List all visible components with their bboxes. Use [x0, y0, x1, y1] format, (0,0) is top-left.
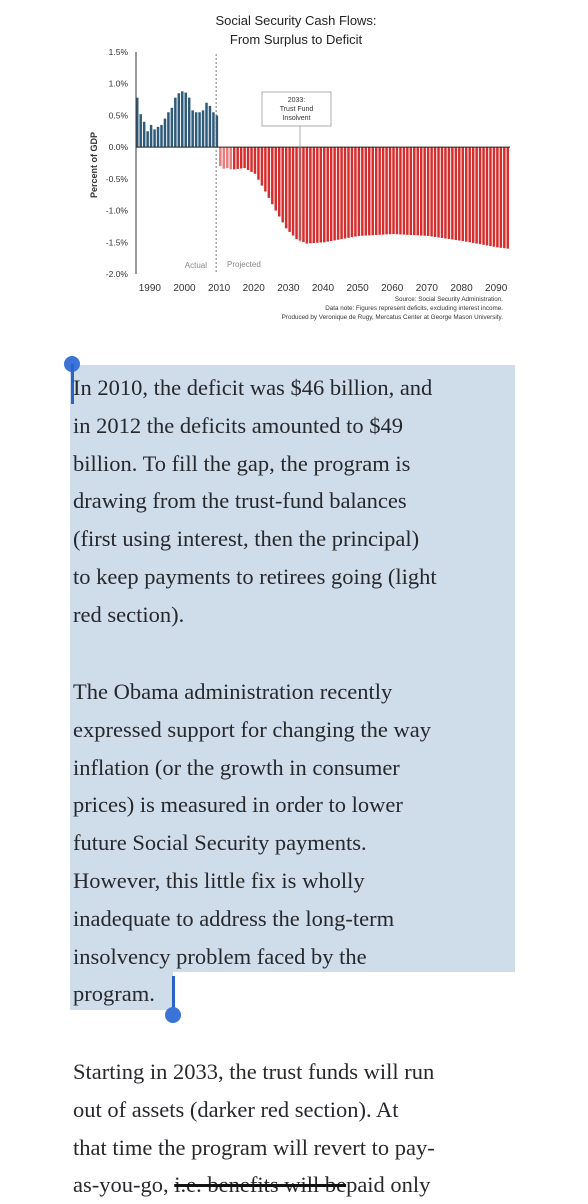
y-tick-label: 1.0%	[108, 78, 128, 89]
x-tick-label: 2050	[346, 283, 369, 294]
produced-by-note: Produced by Veronique de Rugy, Mercatus Center at George Mason University.	[281, 314, 503, 321]
data-bar	[226, 147, 228, 168]
actual-label: Actual	[184, 261, 207, 270]
data-bar	[219, 147, 221, 166]
data-bar	[153, 129, 155, 147]
data-bar	[171, 108, 173, 147]
data-bar	[368, 147, 370, 235]
annotation-line-3: Insolvent	[282, 115, 311, 122]
data-bar	[205, 103, 207, 147]
social-security-chart	[0, 0, 588, 340]
x-tick-label: 2090	[485, 283, 508, 294]
paragraph-obama-administration	[73, 673, 533, 1013]
data-bar	[354, 147, 356, 236]
data-bar	[261, 147, 263, 185]
data-bar	[243, 147, 245, 168]
data-bar	[326, 147, 328, 242]
y-tick-label: -2.0%	[105, 269, 128, 279]
data-bar	[330, 147, 332, 241]
data-bar	[441, 147, 443, 238]
data-bar	[458, 147, 460, 240]
data-bar	[468, 147, 470, 242]
plot-area	[106, 47, 510, 294]
data-bar	[437, 147, 439, 237]
data-bar	[254, 147, 256, 174]
paragraph-line: Starting in 2033, the trust funds will run	[73, 1059, 435, 1084]
paragraph-line: to keep payments to retirees going (light	[73, 563, 437, 589]
data-bar	[223, 147, 225, 169]
data-bar	[146, 131, 148, 147]
y-tick-label: 1.5%	[108, 47, 128, 57]
data-bar	[465, 147, 467, 242]
data-bar	[472, 147, 474, 243]
data-bar	[427, 147, 429, 236]
data-bar	[250, 147, 252, 172]
paragraph-line: future Social Security payments.	[73, 830, 367, 856]
data-bar	[406, 147, 408, 235]
paragraph-line: In 2010, the deficit was $46 billion, and	[73, 375, 433, 400]
data-bar	[486, 147, 488, 245]
data-bar	[337, 147, 339, 240]
paragraph-line: The Obama administration recently	[73, 679, 393, 704]
data-bar	[479, 147, 481, 244]
data-bar	[184, 93, 186, 148]
paragraph-line: inadequate to address the long-term	[73, 905, 395, 931]
x-tick-label: 2080	[450, 283, 473, 294]
data-bar	[417, 147, 419, 235]
data-bar	[202, 110, 204, 147]
data-bar	[281, 147, 283, 222]
paragraph-line: program.	[73, 981, 155, 1007]
data-bar	[306, 147, 308, 243]
x-tick-label: 1990	[138, 283, 161, 294]
data-bar	[413, 147, 415, 235]
data-bar	[198, 112, 200, 147]
x-tick-label: 2040	[311, 283, 335, 294]
data-bar	[385, 147, 387, 234]
data-bar	[188, 98, 190, 147]
y-tick-label: -1.5%	[105, 237, 128, 248]
x-tick-label: 2070	[415, 283, 439, 294]
data-bar	[365, 147, 367, 235]
data-bar	[344, 147, 346, 238]
annotation-line-2: Trust Fund	[279, 106, 314, 113]
data-bar	[500, 147, 502, 248]
data-bar	[195, 112, 197, 147]
data-bar	[333, 147, 335, 240]
data-bar	[309, 147, 311, 243]
data-bar	[351, 147, 353, 237]
data-bar	[236, 147, 238, 169]
y-tick-label: -0.5%	[105, 173, 128, 184]
data-bar	[496, 147, 498, 247]
data-bar	[361, 147, 363, 236]
paragraph-line: in 2012 the deficits amounted to $49	[73, 412, 403, 438]
paragraph-line: expressed support for changing the way	[73, 716, 432, 742]
data-bar	[247, 147, 249, 170]
y-tick-label: 0.0%	[108, 142, 128, 153]
paragraph-trust-fund-drawdown	[73, 369, 533, 634]
data-bar	[295, 147, 297, 239]
source-note: Source: Social Security Administration.	[394, 296, 503, 303]
data-bar	[268, 147, 270, 198]
data-bar	[378, 147, 380, 235]
chart-subtitle: From Surplus to Deficit	[229, 32, 363, 47]
data-bar	[181, 91, 183, 147]
data-bar	[389, 147, 391, 234]
data-bar	[257, 147, 259, 180]
data-bar	[174, 98, 176, 147]
x-tick-label: 2060	[381, 283, 404, 294]
paragraph-line: that time the program will revert to pay-	[73, 1134, 435, 1160]
paragraph-line: inflation (or the growth in consumer	[73, 754, 400, 780]
data-bar	[340, 147, 342, 239]
data-bar	[399, 147, 401, 234]
data-bar	[448, 147, 450, 239]
text-suffix: paid only	[346, 1172, 431, 1198]
data-bar	[285, 147, 287, 228]
data-bar	[233, 147, 235, 169]
data-bar	[482, 147, 484, 245]
data-bar	[423, 147, 425, 236]
data-bar	[316, 147, 318, 243]
data-bar	[410, 147, 412, 235]
chart-title: Social Security Cash Flows:	[215, 13, 377, 28]
data-bar	[313, 147, 315, 243]
data-bar	[167, 112, 169, 147]
data-bar	[371, 147, 373, 235]
y-tick-label: -1.0%	[105, 205, 128, 216]
insolvency-annotation	[262, 92, 331, 126]
data-bar	[462, 147, 464, 241]
data-bar	[139, 114, 141, 147]
data-bar	[493, 147, 495, 247]
data-bar	[288, 147, 290, 232]
struck-text: i.e. benefits will be	[174, 1172, 347, 1198]
data-bar	[358, 147, 360, 236]
annotation-line-1: 2033:	[287, 97, 306, 104]
y-axis-label: Percent of GDP	[89, 131, 99, 199]
paragraph-line: red section).	[73, 601, 185, 627]
data-bar	[240, 147, 242, 168]
data-bar	[320, 147, 322, 242]
x-tick-label: 2030	[277, 283, 300, 294]
paragraph-line: (first using interest, then the principal)	[73, 526, 420, 552]
paragraph-line: However, this little fix is wholly	[73, 867, 365, 893]
data-bar	[278, 147, 280, 216]
data-bar	[451, 147, 453, 239]
data-bar	[209, 106, 211, 147]
data-bar	[191, 110, 193, 147]
data-bar	[420, 147, 422, 235]
data-bar	[178, 93, 180, 147]
paragraph-trust-fund-exhaustion	[73, 1053, 533, 1204]
data-bar	[392, 147, 394, 234]
data-bar	[396, 147, 398, 234]
data-bar	[347, 147, 349, 238]
data-bar	[503, 147, 505, 248]
data-bar	[444, 147, 446, 238]
data-bar	[143, 122, 145, 147]
data-bar	[292, 147, 294, 235]
data-bar	[375, 147, 377, 235]
data-bar	[403, 147, 405, 234]
paragraph-line: prices) is measured in order to lower	[73, 792, 403, 818]
data-bar	[275, 147, 277, 210]
paragraph-line: billion. To fill the gap, the program is	[73, 450, 411, 476]
data-bar	[157, 127, 159, 147]
data-bar	[489, 147, 491, 246]
data-note: Data note: Figures represent deficits, excluding interest income.	[325, 305, 503, 312]
data-bar	[150, 125, 152, 147]
data-bar	[264, 147, 266, 191]
data-bar	[212, 112, 214, 147]
data-bar	[164, 119, 166, 148]
projected-label: Projected	[227, 260, 261, 269]
paragraph-line-partial	[73, 1166, 533, 1204]
data-bar	[323, 147, 325, 242]
data-bar	[430, 147, 432, 236]
data-bar	[271, 147, 273, 204]
data-bar	[302, 147, 304, 242]
y-tick-label: 0.5%	[108, 110, 128, 121]
data-bar	[434, 147, 436, 237]
data-bar	[230, 147, 232, 169]
data-bar	[475, 147, 477, 243]
paragraph-line: out of assets (darker red section). At	[73, 1096, 399, 1122]
paragraph-line: drawing from the trust-fund balances	[73, 488, 407, 514]
data-bar	[382, 147, 384, 234]
x-tick-label: 2000	[173, 283, 196, 294]
x-tick-label: 2020	[242, 283, 265, 294]
data-bar	[507, 147, 509, 248]
x-tick-label: 2010	[207, 283, 231, 294]
paragraph-line: insolvency problem faced by the	[73, 943, 367, 969]
data-bar	[160, 125, 162, 147]
data-bar	[455, 147, 457, 240]
text-prefix: as-you-go,	[73, 1172, 175, 1198]
